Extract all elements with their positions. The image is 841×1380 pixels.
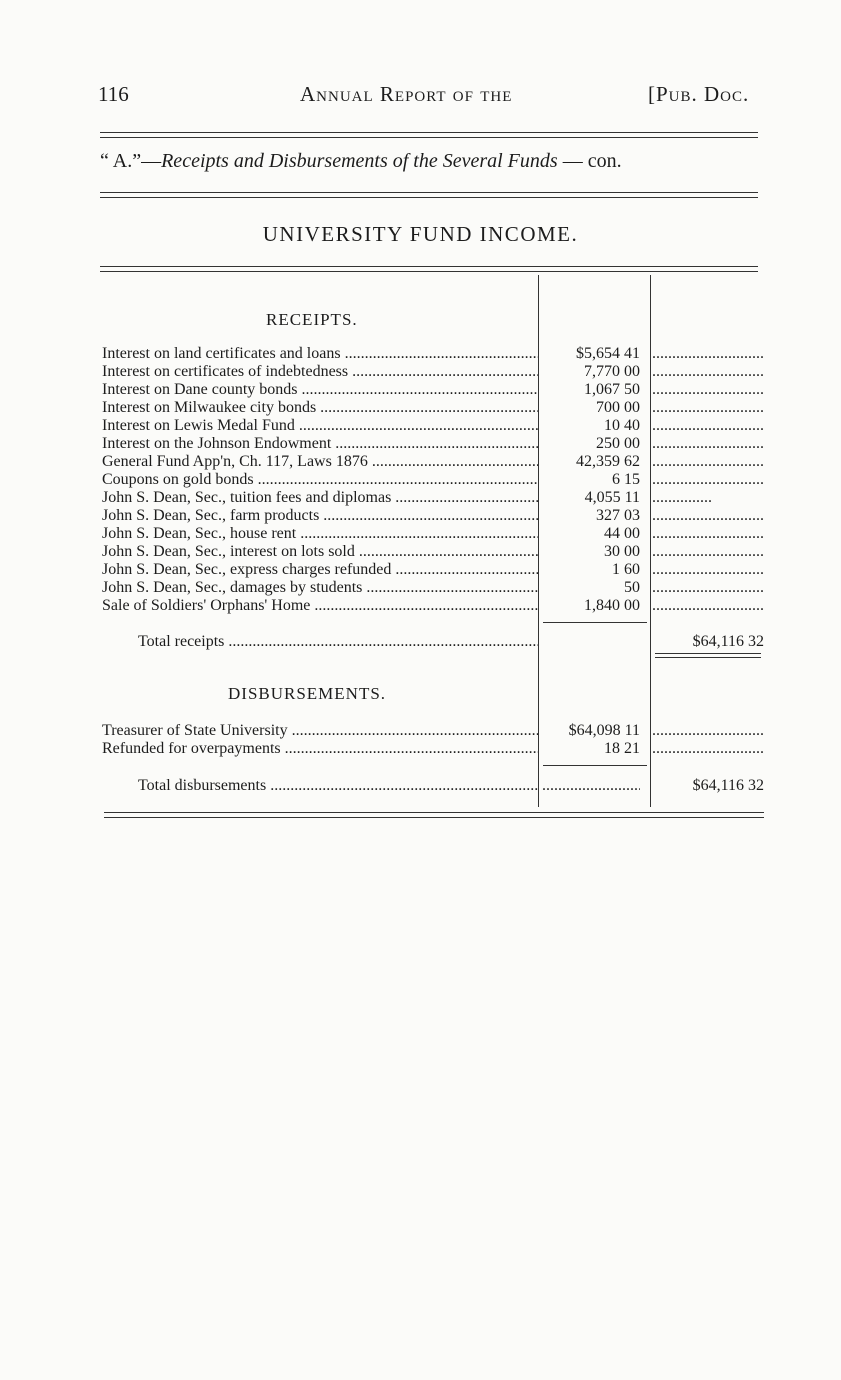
receipt-row — [100, 525, 764, 543]
receipt-amount: 30 00 — [604, 543, 640, 560]
running-title: Annual Report of the — [300, 82, 513, 106]
total-disbursements-amount: $64,116 32 — [692, 777, 764, 794]
receipt-amount: 1 60 — [612, 561, 640, 578]
receipt-description: Coupons on gold bonds ..... — [102, 471, 538, 489]
receipt-description: Interest on the Johnson Endowment ..... — [102, 435, 538, 453]
dot-leader — [652, 489, 712, 507]
receipt-amount: 50 — [624, 579, 640, 596]
total-receipts-row — [100, 633, 764, 651]
receipt-amount: 7,770 00 — [584, 363, 640, 380]
section-title: UNIVERSITY FUND INCOME. — [262, 222, 579, 246]
dot-leader — [652, 453, 764, 471]
header-rule-bottom — [100, 137, 758, 138]
receipt-row — [100, 597, 764, 615]
document-label: [Pub. Doc. — [648, 82, 750, 106]
disbursement-row — [100, 722, 764, 740]
disbursements-subtotal-rule — [543, 765, 647, 766]
disbursement-amount: 18 21 — [604, 740, 640, 757]
receipt-amount: 44 00 — [604, 525, 640, 542]
receipt-amount: 1,840 00 — [584, 597, 640, 614]
receipt-row — [100, 363, 764, 381]
receipt-row — [100, 489, 764, 507]
receipts-heading: RECEIPTS. — [266, 310, 358, 329]
receipt-description: John S. Dean, Sec., express charges refunded ..... — [102, 561, 538, 579]
table-end-rule-bottom — [104, 817, 764, 818]
receipt-description: Interest on Dane county bonds ..... — [102, 381, 538, 399]
receipt-amount: 1,067 50 — [584, 381, 640, 398]
dot-leader — [652, 417, 764, 435]
page-number: 116 — [98, 82, 129, 106]
dot-leader — [652, 399, 764, 417]
receipt-description: John S. Dean, Sec., house rent ..... — [102, 525, 538, 543]
receipt-amount: $5,654 41 — [576, 345, 640, 362]
receipt-description: John S. Dean, Sec., tuition fees and diplomas ..... — [102, 489, 538, 507]
receipt-row — [100, 579, 764, 597]
receipts-subtotal-rule — [543, 622, 647, 623]
receipt-description: John S. Dean, Sec., interest on lots sold ..... — [102, 543, 538, 561]
dot-leader — [652, 579, 764, 597]
disbursement-description: Refunded for overpayments ..... — [102, 740, 538, 758]
receipt-row — [100, 543, 764, 561]
receipt-description: Interest on Milwaukee city bonds ..... — [102, 399, 538, 417]
dot-leader — [652, 345, 764, 363]
receipt-description: General Fund App'n, Ch. 117, Laws 1876 ..... — [102, 453, 538, 471]
table-caption — [100, 150, 764, 173]
dot-leader — [652, 507, 764, 525]
dot-leader — [652, 363, 764, 381]
dot-leader — [652, 381, 764, 399]
receipt-row — [100, 435, 764, 453]
receipt-amount: 6 15 — [612, 471, 640, 488]
receipt-amount: 700 00 — [596, 399, 640, 416]
receipt-amount: 4,055 11 — [584, 489, 640, 506]
dot-leader — [652, 740, 764, 758]
receipt-amount: 327 03 — [596, 507, 640, 524]
receipt-description: Interest on certificates of indebtedness ..... — [102, 363, 538, 381]
dot-leader — [542, 777, 640, 795]
receipt-row — [100, 453, 764, 471]
receipt-amount: 250 00 — [596, 435, 640, 452]
header-rule-top — [100, 132, 758, 133]
disbursement-amount: $64,098 11 — [568, 722, 640, 739]
total-receipts-label: Total receipts ..... — [138, 633, 538, 651]
total-receipts-rule-bottom — [655, 657, 761, 658]
receipt-row — [100, 417, 764, 435]
receipt-row — [100, 345, 764, 363]
caption-title: Receipts and Disbursements of the Several Funds — [161, 150, 558, 172]
receipt-row — [100, 561, 764, 579]
dot-leader — [652, 471, 764, 489]
caption-rule-bottom — [100, 197, 758, 198]
receipt-amount: 10 40 — [604, 417, 640, 434]
receipt-row — [100, 471, 764, 489]
table-end-rule-top — [104, 812, 764, 813]
receipt-amount: 42,359 62 — [576, 453, 640, 470]
dot-leader — [652, 561, 764, 579]
total-disbursements-row — [100, 777, 764, 795]
caption-suffix: — con. — [557, 150, 622, 172]
total-receipts-amount: $64,116 32 — [692, 633, 764, 650]
dot-leader — [652, 525, 764, 543]
dot-leader — [652, 543, 764, 561]
caption-rule-top — [100, 192, 758, 193]
dot-leader — [652, 597, 764, 615]
receipt-description: Interest on Lewis Medal Fund ..... — [102, 417, 538, 435]
disbursement-row — [100, 740, 764, 758]
disbursement-description: Treasurer of State University ..... — [102, 722, 538, 740]
dot-leader — [652, 722, 764, 740]
page-header — [0, 82, 841, 112]
receipt-row — [100, 381, 764, 399]
receipt-description: Interest on land certificates and loans ..... — [102, 345, 538, 363]
disbursements-heading: DISBURSEMENTS. — [228, 684, 387, 703]
dot-leader — [652, 435, 764, 453]
caption-prefix: “ A.”— — [100, 150, 162, 172]
total-disbursements-label: Total disbursements ..... — [138, 777, 538, 795]
table-rule-bottom — [100, 271, 758, 272]
receipt-description: John S. Dean, Sec., farm products ..... — [102, 507, 538, 525]
receipt-description: John S. Dean, Sec., damages by students ..... — [102, 579, 538, 597]
table-rule-top — [100, 266, 758, 267]
total-receipts-rule-top — [655, 653, 761, 654]
receipt-description: Sale of Soldiers' Orphans' Home ..... — [102, 597, 538, 615]
receipt-row — [100, 399, 764, 417]
receipt-row — [100, 507, 764, 525]
